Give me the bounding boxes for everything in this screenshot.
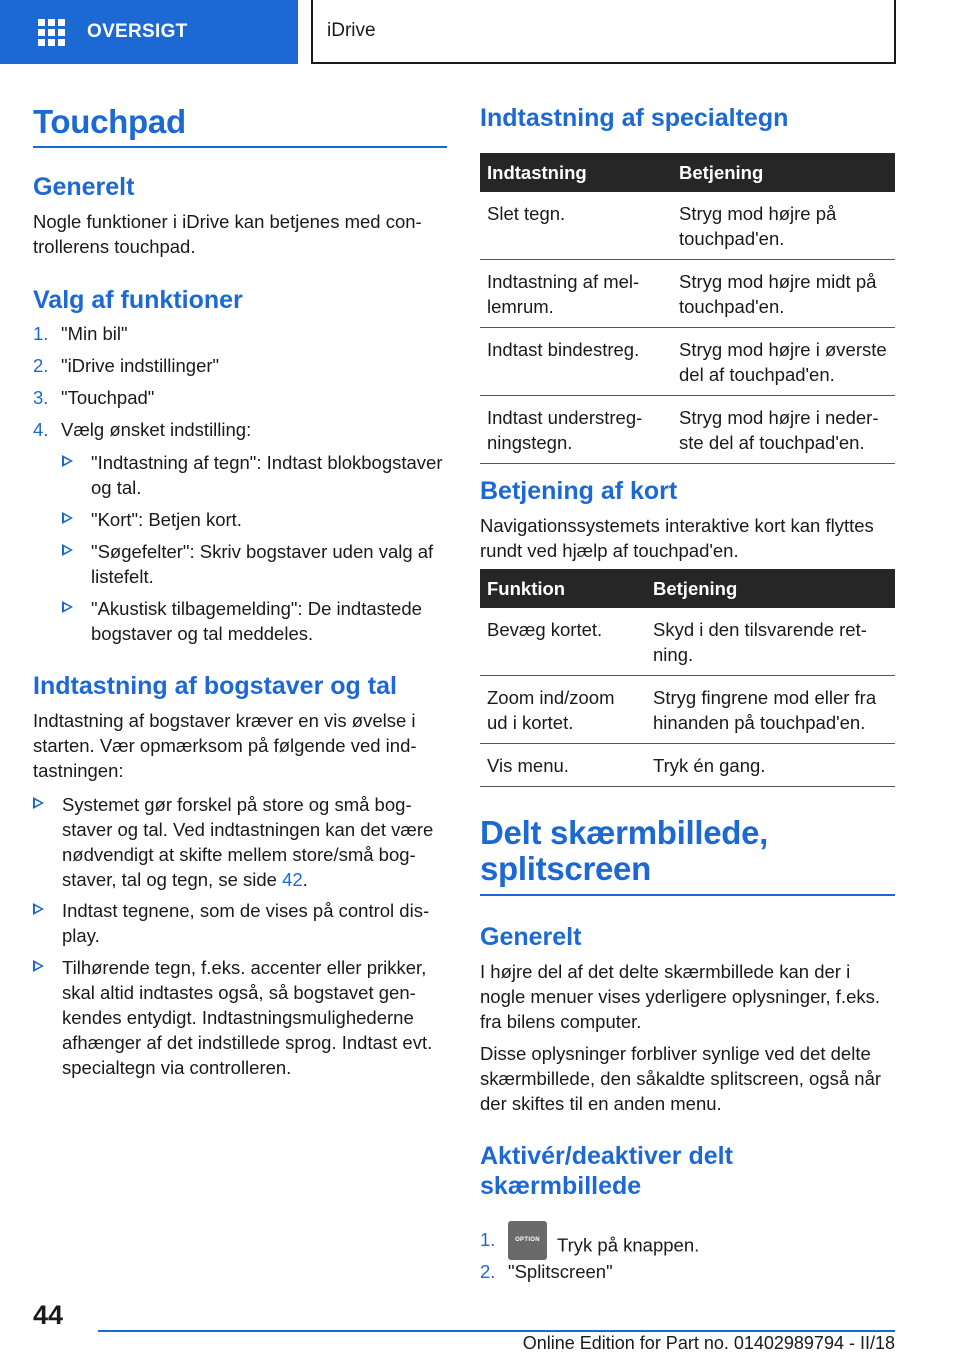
indtastning-heading: Indtastning af bogstaver og tal	[33, 672, 397, 700]
table-row	[480, 328, 895, 396]
table-header: Funktion	[480, 569, 646, 608]
table-header: Betjening	[672, 153, 895, 192]
table-cell: Stryg fingrene mod eller fra hinanden på touchpad'en.	[646, 676, 895, 744]
triangle-bullet-icon	[62, 544, 73, 556]
step-item	[480, 1259, 895, 1284]
triangle-bullet-icon	[33, 903, 44, 915]
table-row	[480, 192, 895, 260]
generelt-text: Nogle funktioner i iDrive kan betjenes med controllerens touchpad.	[33, 211, 422, 257]
table-cell: Stryg mod højre på touchpad'en.	[672, 192, 895, 260]
option-item	[62, 596, 447, 646]
footer-rule	[98, 1330, 895, 1332]
kort-table	[480, 569, 895, 787]
note-item	[33, 898, 447, 948]
step-text-body: Tryk på knappen.	[557, 1234, 700, 1256]
step-number: 3.	[33, 387, 49, 408]
table-header-row	[480, 153, 895, 192]
page-number: 44	[33, 1300, 64, 1330]
table-cell: Skyd i den tilsvarende retning.	[646, 608, 895, 676]
note-end: .	[302, 869, 308, 890]
split-text-1: I højre del af det delte skærmbillede kan der i nogle menuer vises yderligere oplysninger, f.eks. fra bilens computer.	[480, 961, 881, 1032]
section-label: iDrive	[327, 20, 376, 41]
step-item	[33, 353, 447, 378]
note-text	[62, 792, 447, 892]
note-body: Systemet gør forskel på store og små bogstaver og tal. Ved indtastningen kan det være nødvendigt at skifte mellem store/små bogstaver, tal og tegn, se side	[62, 794, 434, 890]
overview-label: OVERSIGT	[87, 21, 188, 42]
option-button-label: OPTION	[515, 1237, 540, 1243]
special-table	[480, 153, 895, 464]
table-cell: Indtastning af mellemrum.	[480, 260, 672, 328]
page-title: Touchpad	[33, 103, 186, 140]
table-cell: Stryg mod højre midt på touchpad'en.	[672, 260, 895, 328]
table-cell: Stryg mod højre i nederste del af touchpad'en.	[672, 396, 895, 464]
step-text: "Touchpad"	[61, 387, 155, 408]
step-number: 2.	[33, 355, 49, 376]
note-item	[33, 955, 447, 1080]
aktiver-heading: Aktivér/deaktiver delt skærmbillede	[480, 1142, 733, 1200]
note-text: Tilhørende tegn, f.eks. accenter eller prikker, skal altid indtastes også, så bogstavet genkendes entydigt. Indtastningsmulighederne afhænger af det indstillede sprog. Indtast evt. specialtegn via controlleren.	[62, 957, 433, 1078]
table-header: Betjening	[646, 569, 895, 608]
split-title-rule	[480, 894, 895, 896]
step-text: "Min bil"	[61, 323, 128, 344]
generelt-heading: Generelt	[33, 173, 135, 201]
table-cell: Bevæg kortet.	[480, 608, 646, 676]
table-cell: Stryg mod højre i øverste del af touchpad'en.	[672, 328, 895, 396]
triangle-bullet-icon	[33, 960, 44, 972]
triangle-bullet-icon	[62, 512, 73, 524]
table-cell: Slet tegn.	[480, 192, 672, 260]
table-cell: Indtast bindestreg.	[480, 328, 672, 396]
kort-heading: Betjening af kort	[480, 477, 678, 505]
split-text-2: Disse oplysninger forbliver synlige ved det delte skærmbillede, den såkaldte splitscreen, også når der skiftes til en anden menu.	[480, 1043, 882, 1114]
step-number: 2.	[480, 1261, 496, 1282]
table-cell: Tryk én gang.	[646, 744, 895, 787]
table-cell: Indtast understregningstegn.	[480, 396, 672, 464]
step-item	[33, 321, 447, 346]
option-text: "Søgefelter": Skriv bogstaver uden valg af listefelt.	[91, 541, 434, 587]
valg-heading: Valg af funktioner	[33, 286, 243, 314]
step-number: 1.	[480, 1229, 496, 1250]
special-heading: Indtastning af specialtegn	[480, 104, 789, 132]
triangle-bullet-icon	[33, 797, 44, 809]
note-text: Indtast tegnene, som de vises på control display.	[62, 900, 430, 946]
option-item	[62, 507, 447, 532]
edition-footer: Online Edition for Part no. 01402989794 - II/18	[522, 1333, 895, 1353]
indtastning-text: Indtastning af bogstaver kræver en vis øvelse i starten. Vær opmærksom på følgende ved indtastningen:	[33, 710, 417, 781]
table-row	[480, 608, 895, 676]
step-number: 1.	[33, 323, 49, 344]
option-item	[62, 539, 447, 589]
triangle-bullet-icon	[62, 601, 73, 613]
option-text: "Indtastning af tegn": Indtast blokbogstaver og tal.	[91, 452, 443, 498]
option-button-icon	[508, 1221, 547, 1260]
step-number: 4.	[33, 419, 49, 440]
overview-tab[interactable]	[0, 0, 298, 64]
step-item	[33, 385, 447, 410]
step-text: "Splitscreen"	[508, 1261, 613, 1282]
step-item	[480, 1227, 895, 1256]
table-cell: Vis menu.	[480, 744, 646, 787]
triangle-bullet-icon	[62, 455, 73, 467]
table-row	[480, 744, 895, 787]
page-link[interactable]: 42	[282, 869, 303, 890]
option-text: "Kort": Betjen kort.	[91, 509, 242, 530]
step-text: "iDrive indstillinger"	[61, 355, 220, 376]
grid-icon	[38, 19, 65, 46]
note-item	[33, 792, 447, 892]
table-row	[480, 676, 895, 744]
option-text: "Akustisk tilbagemelding": De indtastede bogstaver og tal meddeles.	[91, 598, 422, 644]
section-header	[311, 0, 896, 64]
table-cell: Zoom ind/zoom ud i kortet.	[480, 676, 646, 744]
table-header: Indtastning	[480, 153, 672, 192]
title-rule	[33, 146, 447, 148]
split-generelt-heading: Generelt	[480, 923, 582, 951]
table-row	[480, 260, 895, 328]
step-item	[33, 417, 447, 442]
option-item	[62, 450, 447, 500]
table-header-row	[480, 569, 895, 608]
step-text: Vælg ønsket indstilling:	[61, 419, 252, 440]
split-title: Delt skærmbillede, splitscreen	[480, 814, 769, 888]
kort-text: Navigationssystemets interaktive kort kan flyttes rundt ved hjælp af touchpad'en.	[480, 515, 874, 561]
table-row	[480, 396, 895, 464]
